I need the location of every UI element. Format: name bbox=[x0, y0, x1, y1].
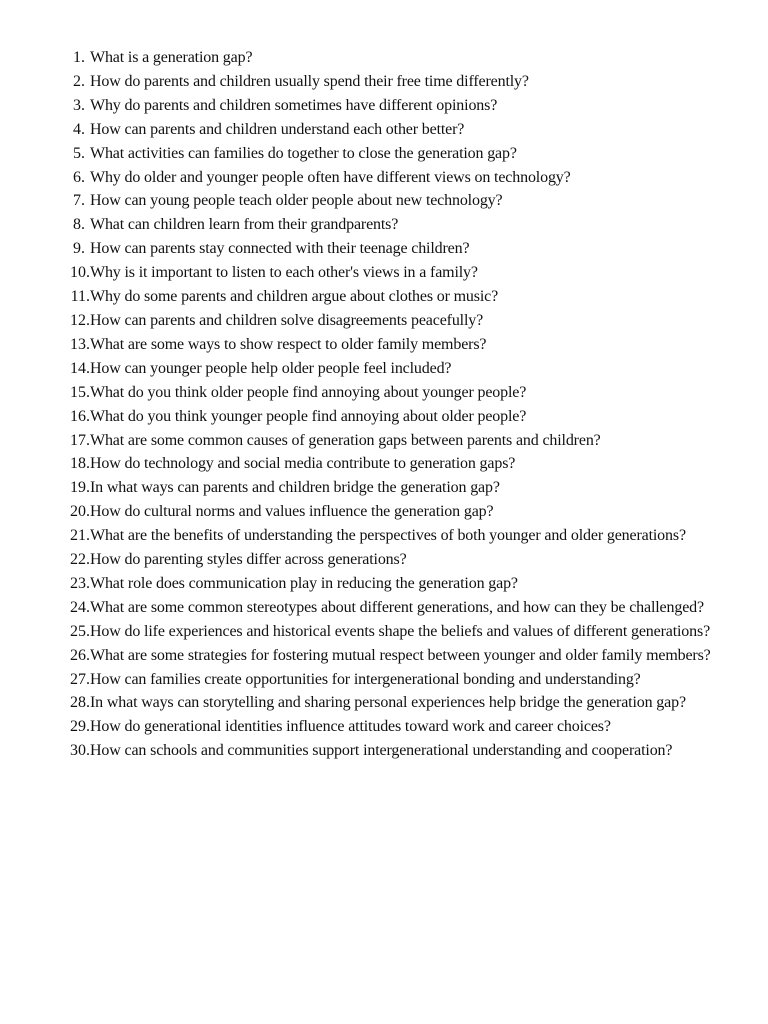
question-text: How can parents stay connected with their teenage children? bbox=[90, 240, 470, 258]
question-number: 6. bbox=[73, 168, 85, 186]
question-number: 26. bbox=[70, 646, 90, 664]
question-text: Why do older and younger people often have different views on technology? bbox=[90, 168, 571, 186]
question-number: 4. bbox=[73, 120, 85, 138]
question-item bbox=[0, 333, 768, 357]
question-number: 5. bbox=[73, 144, 85, 162]
question-item bbox=[0, 572, 768, 596]
question-number: 25. bbox=[70, 622, 90, 640]
question-item bbox=[0, 548, 768, 572]
question-text: How do generational identities influence attitudes toward work and career choices? bbox=[90, 718, 611, 736]
question-list bbox=[0, 46, 768, 763]
question-item bbox=[0, 405, 768, 429]
question-number: 9. bbox=[73, 240, 85, 258]
question-number: 11. bbox=[70, 288, 90, 306]
question-item bbox=[0, 118, 768, 142]
question-number: 10. bbox=[70, 264, 90, 282]
question-item bbox=[0, 94, 768, 118]
question-number: 16. bbox=[70, 407, 90, 425]
question-text: How do technology and social media contribute to generation gaps? bbox=[90, 455, 516, 473]
question-number: 24. bbox=[70, 598, 90, 616]
question-number: 22. bbox=[70, 551, 90, 569]
question-item bbox=[0, 285, 768, 309]
question-text: How can young people teach older people about new technology? bbox=[90, 192, 503, 210]
question-number: 3. bbox=[73, 96, 85, 114]
question-number: 21. bbox=[70, 527, 90, 545]
question-item bbox=[0, 715, 768, 739]
question-text: How can families create opportunities for intergenerational bonding and understanding? bbox=[90, 670, 641, 688]
question-text: How can parents and children understand each other better? bbox=[90, 120, 465, 138]
question-item bbox=[0, 476, 768, 500]
question-number: 1. bbox=[73, 49, 85, 66]
question-number: 15. bbox=[70, 383, 90, 401]
question-text: What are the benefits of understanding the perspectives of both younger and older generations? bbox=[90, 527, 686, 545]
question-text: What role does communication play in reducing the generation gap? bbox=[90, 574, 518, 592]
question-number: 27. bbox=[70, 670, 90, 688]
question-text: What are some common stereotypes about different generations, and how can they be challenged? bbox=[90, 598, 704, 616]
question-item bbox=[0, 668, 768, 692]
question-item bbox=[0, 357, 768, 381]
question-text: What are some ways to show respect to older family members? bbox=[90, 335, 487, 353]
question-item bbox=[0, 452, 768, 476]
question-number: 28. bbox=[70, 694, 90, 712]
question-item bbox=[0, 500, 768, 524]
question-item bbox=[0, 166, 768, 190]
question-text: What is a generation gap? bbox=[90, 49, 253, 66]
question-text: Why do parents and children sometimes have different opinions? bbox=[90, 96, 498, 114]
question-text: In what ways can storytelling and sharing personal experiences help bridge the generation gap? bbox=[90, 694, 686, 712]
question-text: Why is it important to listen to each other's views in a family? bbox=[90, 264, 478, 282]
question-number: 12. bbox=[70, 311, 90, 329]
question-item bbox=[0, 46, 768, 70]
question-item bbox=[0, 309, 768, 333]
question-item bbox=[0, 237, 768, 261]
question-text: How do parenting styles differ across generations? bbox=[90, 551, 407, 569]
question-text: What activities can families do together to close the generation gap? bbox=[90, 144, 517, 162]
question-number: 19. bbox=[70, 479, 90, 497]
question-text: How do cultural norms and values influence the generation gap? bbox=[90, 503, 494, 521]
question-number: 13. bbox=[70, 335, 90, 353]
question-item bbox=[0, 189, 768, 213]
question-item bbox=[0, 620, 768, 644]
question-item bbox=[0, 524, 768, 548]
question-item bbox=[0, 739, 768, 763]
question-number: 7. bbox=[73, 192, 85, 210]
question-item bbox=[0, 213, 768, 237]
question-text: How do life experiences and historical events shape the beliefs and values of different generations? bbox=[90, 622, 711, 640]
question-text: What can children learn from their grandparents? bbox=[90, 216, 399, 234]
question-item bbox=[0, 381, 768, 405]
question-number: 17. bbox=[70, 431, 90, 449]
question-text: How can younger people help older people feel included? bbox=[90, 359, 452, 377]
question-number: 8. bbox=[73, 216, 85, 234]
question-item bbox=[0, 429, 768, 453]
question-number: 30. bbox=[70, 742, 90, 760]
question-text: What are some common causes of generation gaps between parents and children? bbox=[90, 431, 601, 449]
question-text: What are some strategies for fostering mutual respect between younger and older family members? bbox=[90, 646, 711, 664]
question-item bbox=[0, 644, 768, 668]
question-number: 29. bbox=[70, 718, 90, 736]
question-text: How do parents and children usually spend their free time differently? bbox=[90, 72, 529, 90]
question-number: 20. bbox=[70, 503, 90, 521]
question-text: How can schools and communities support intergenerational understanding and cooperation? bbox=[90, 742, 673, 760]
question-text: What do you think younger people find annoying about older people? bbox=[90, 407, 527, 425]
question-number: 14. bbox=[70, 359, 90, 377]
question-item bbox=[0, 261, 768, 285]
question-item bbox=[0, 142, 768, 166]
question-text: In what ways can parents and children bridge the generation gap? bbox=[90, 479, 500, 497]
question-item bbox=[0, 691, 768, 715]
question-item bbox=[0, 596, 768, 620]
question-text: Why do some parents and children argue about clothes or music? bbox=[90, 288, 499, 306]
question-text: What do you think older people find annoying about younger people? bbox=[90, 383, 527, 401]
question-item bbox=[0, 70, 768, 94]
question-number: 23. bbox=[70, 574, 90, 592]
question-text: How can parents and children solve disagreements peacefully? bbox=[90, 311, 484, 329]
question-number: 2. bbox=[73, 72, 85, 90]
question-number: 18. bbox=[70, 455, 90, 473]
